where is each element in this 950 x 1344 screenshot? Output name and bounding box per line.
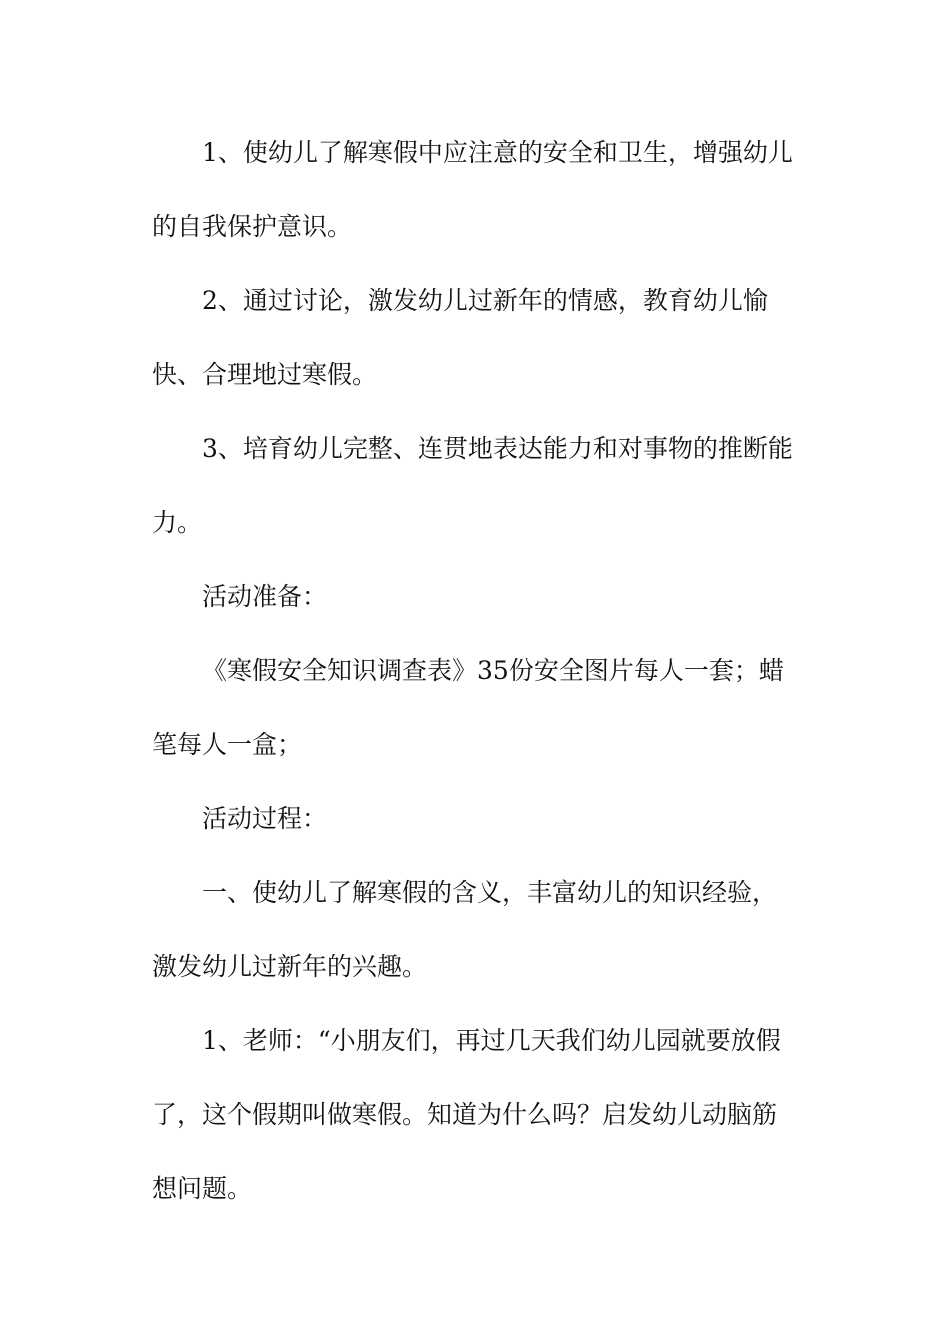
section-heading-process: [152, 782, 812, 856]
paragraph-line: 1、使幼儿了解寒假中应注意的安全和卫生，增强幼儿: [202, 138, 793, 167]
paragraph-goal-1: [152, 116, 812, 264]
paragraph-step-1: [152, 856, 812, 1004]
paragraph-line: 1、老师：“小朋友们，再过几天我们幼儿园就要放假: [202, 1026, 781, 1055]
paragraph-line: 想问题。: [152, 1174, 253, 1203]
paragraph-goal-2: [152, 264, 812, 412]
paragraph-goal-3: [152, 412, 812, 560]
paragraph-line: 一、使幼儿了解寒假的含义，丰富幼儿的知识经验，: [202, 878, 778, 907]
document-body: [152, 116, 812, 1226]
section-heading: 活动过程：: [202, 804, 328, 833]
paragraph-line: 《寒假安全知识调查表》35份安全图片每人一套；蜡: [202, 656, 784, 685]
paragraph-preparation-materials: [152, 634, 812, 782]
paragraph-line: 力。: [152, 508, 203, 537]
paragraph-line: 2、通过讨论，激发幼儿过新年的情感，教育幼儿愉: [202, 286, 768, 315]
section-heading: 活动准备：: [202, 582, 328, 611]
paragraph-line: 3、培育幼儿完整、连贯地表达能力和对事物的推断能: [202, 434, 793, 463]
paragraph-line: 快、合理地过寒假。: [152, 360, 378, 389]
paragraph-line: 了，这个假期叫做寒假。知道为什么吗？启发幼儿动脑筋: [152, 1100, 778, 1129]
paragraph-line: 笔每人一盒；: [152, 730, 303, 759]
section-heading-preparation: [152, 560, 812, 634]
paragraph-step-1-1: [152, 1004, 812, 1226]
paragraph-line: 激发幼儿过新年的兴趣。: [152, 952, 428, 981]
paragraph-line: 的自我保护意识。: [152, 212, 353, 241]
